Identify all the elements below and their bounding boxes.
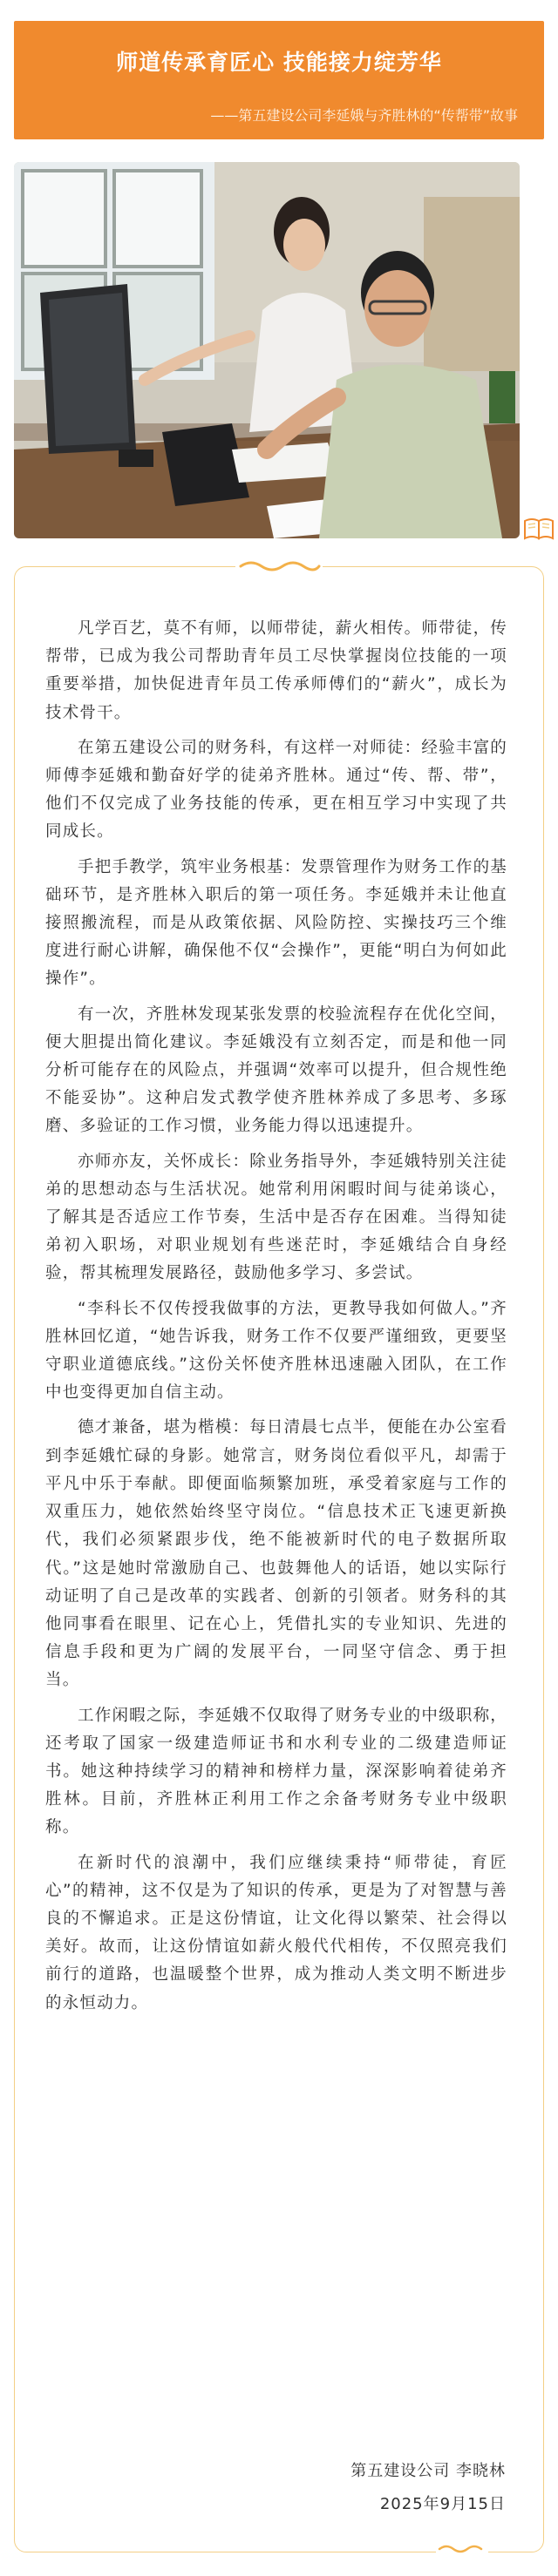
paragraph: 亦师亦友，关怀成长：除业务指导外，李延娥特别关注徒弟的思想动态与生活状况。她常利用闲暇时间与徒弟谈心，了解其是否适应工作节奏，生活中是否存在困难。当得知徒弟初入职场，对职业规划有些迷茫时，李延娥结合自身经验，帮其梳理发展路径，鼓励他多学习、多尝试。 xyxy=(45,1152,507,1283)
page-title: 师道传承育匠心 技能接力绽芳华 xyxy=(116,50,442,75)
card-top-ornament xyxy=(235,558,323,575)
book-icon xyxy=(523,516,555,540)
paragraph: 有一次，齐胜林发现某张发票的校验流程存在优化空间，便大胆提出简化建议。李延娥没有立刻否定，而是和他一同分析可能存在的风险点，并强调“效率可以提升，但合规性绝不能妥协”。这种启发式教学使齐胜林养成了多思考、多琢磨、多验证的工作习惯，业务能力得以迅速提升。 xyxy=(45,1004,507,1136)
paragraph: 在第五建设公司的财务科，有这样一对师徒：经验丰富的师傅李延娥和勤奋好学的徒弟齐胜林。通过“传、帮、带”，他们不仅完成了业务技能的传承，更在相互学习中实现了共同成长。 xyxy=(45,738,507,842)
author-signature: 第五建设公司 李晓林 xyxy=(350,2462,506,2480)
paragraph: 工作闲暇之际，李延娥不仅取得了财务专业的中级职称，还考取了国家一级建造师证书和水利专业的二级建造师证书。她这种持续学习的精神和榜样力量，深深影响着徒弟齐胜林。目前，齐胜林正利用工作之余备考财务专业中级职称。 xyxy=(45,1706,507,1837)
paragraph: 凡学百艺，莫不有师，以师带徒，薪火相传。师带徒，传帮带，已成为我公司帮助青年员工尽快掌握岗位技能的一项重要举措，加快促进青年员工传承师傅们的“薪火”，成长为技术骨干。 xyxy=(45,619,507,722)
paragraph: 在新时代的浪潮中，我们应继续秉持“师带徒，育匠心”的精神，这不仅是为了知识的传承，更是为了对智慧与善良的不懈追求。正是这份情谊，让文化得以繁荣、社会得以美好。故而，让这份情谊如薪火般代代相传，不仅照亮我们前行的道路，也温暖整个世界，成为推动人类文明不断进步的永恒动力。 xyxy=(45,1853,507,2012)
article-body xyxy=(45,615,507,2025)
office-photo xyxy=(14,162,520,538)
paragraph: 德才兼备，堪为楷模：每日清晨七点半，便能在办公室看到李延娥忙碌的身影。她常言，财务岗位看似平凡，却需于平凡中乐于奉献。即便面临频繁加班，承受着家庭与工作的双重压力，她依然始终坚守岗位。“信息技术正飞速更新换代，我们必须紧跟步伐，绝不能被新时代的电子数据所取代。”这是她时常激励自己、也鼓舞他人的话语，她以实际行动证明了自己是改革的实践者、创新的引领者。财务科的其他同事看在眼里、记在心上，凭借扎实的专业知识、先进的信息手段和更为广阔的发展平台，一同坚守信念、勇于担当。 xyxy=(45,1418,507,1690)
article-date: 2025年9月15日 xyxy=(379,2495,506,2513)
card-bottom-ornament xyxy=(436,2542,488,2556)
page-subtitle: ——第五建设公司李延娥与齐胜林的“传帮带”故事 xyxy=(210,107,518,124)
paragraph: “李科长不仅传授我做事的方法，更教导我如何做人。”齐胜林回忆道，“她告诉我，财务工作不仅要严谨细致，更要坚守职业道德底线。”这份关怀使齐胜林迅速融入团队，在工作中也变得更加自信主动。 xyxy=(45,1299,507,1403)
paragraph: 手把手教学，筑牢业务根基：发票管理作为财务工作的基础环节，是齐胜林入职后的第一项任务。李延娥并未让他直接照搬流程，而是从政策依据、风险防控、实操技巧三个维度进行耐心讲解，确保他不仅“会操作”，更能“明白为何如此操作”。 xyxy=(45,857,507,989)
header-banner xyxy=(14,21,544,139)
